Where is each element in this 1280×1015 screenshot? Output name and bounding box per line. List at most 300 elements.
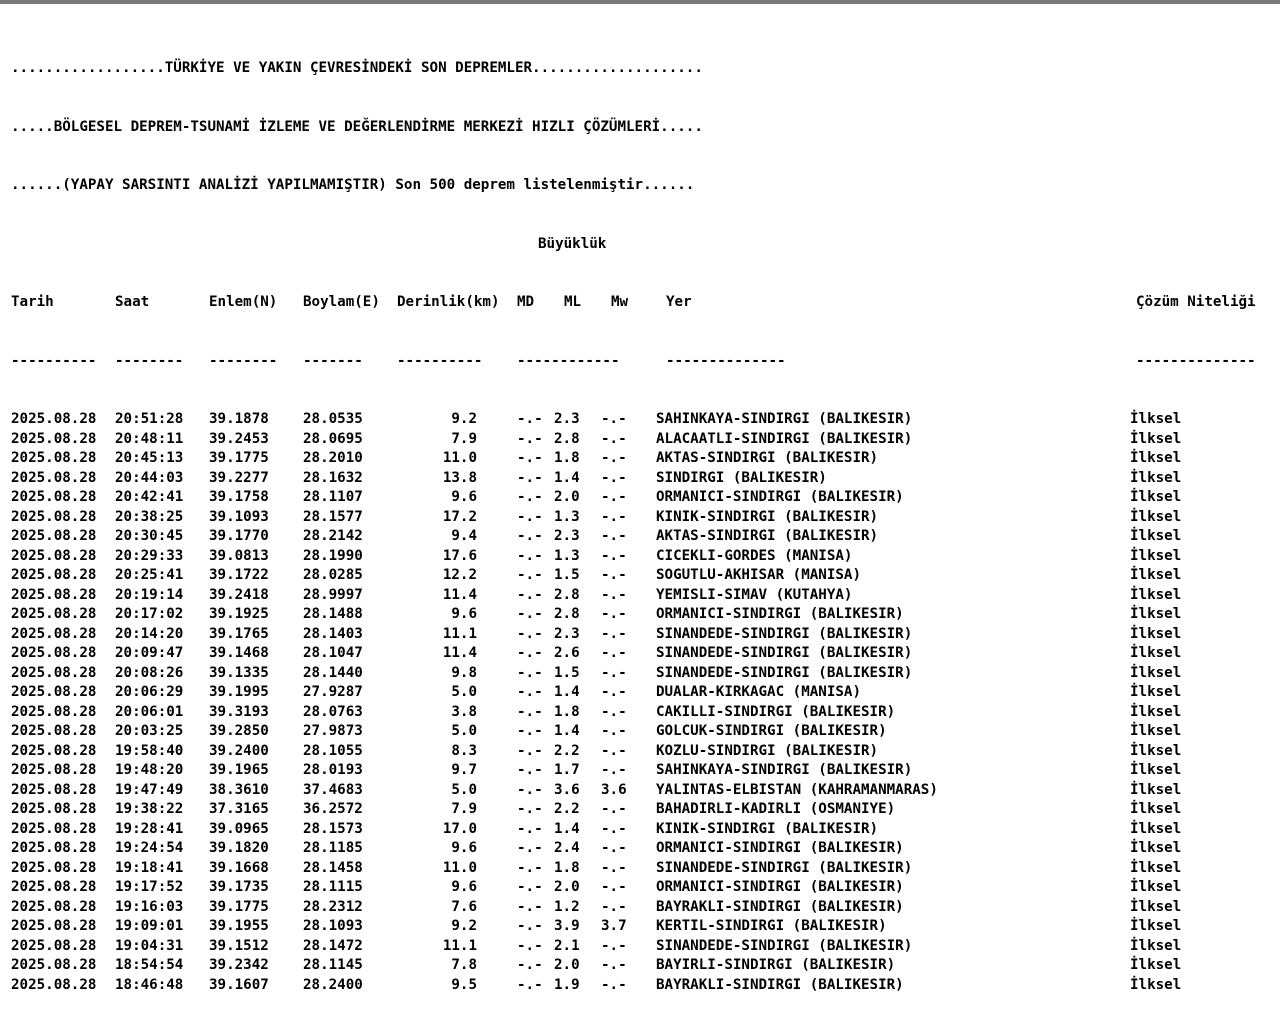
- cell-location: SINANDEDE-SINDIRGI (BALIKESIR): [656, 645, 913, 661]
- cell-mw: -.-: [601, 664, 627, 681]
- col-header-mw: Mw: [611, 294, 629, 310]
- cell-depth: 5.0: [451, 684, 477, 700]
- cell-depth: 11.0: [442, 859, 477, 876]
- cell-location: KOZLU-SINDIRGI (BALIKESIR): [656, 742, 879, 759]
- cell-lat: 39.1955: [209, 918, 269, 934]
- cell-date: 2025.08.28: [11, 976, 97, 993]
- cell-location: SOGUTLU-AKHISAR (MANISA): [656, 567, 861, 583]
- cell-lat: 39.1335: [209, 664, 269, 681]
- cell-lat: 39.1878: [209, 411, 269, 427]
- cell-time: 20:09:47: [115, 645, 184, 661]
- cell-depth: 9.6: [451, 489, 477, 505]
- cell-time: 20:03:25: [115, 723, 184, 739]
- cell-date: 2025.08.28: [11, 586, 97, 603]
- table-row: [11, 800, 1271, 820]
- cell-ml: 1.8: [554, 859, 580, 876]
- table-row: [11, 878, 1271, 898]
- separator-location: --------------: [666, 352, 786, 369]
- cell-md: -.-: [517, 742, 543, 759]
- cell-md: -.-: [517, 489, 543, 505]
- cell-quality: İlksel: [1130, 411, 1182, 427]
- cell-quality: İlksel: [1130, 898, 1182, 915]
- table-row: [11, 605, 1271, 625]
- separator-date: ----------: [11, 352, 97, 369]
- cell-depth: 7.9: [451, 801, 477, 817]
- cell-location: ALACAATLI-SINDIRGI (BALIKESIR): [656, 430, 913, 447]
- cell-ml: 1.4: [554, 684, 580, 700]
- cell-depth: 11.4: [442, 586, 477, 603]
- cell-quality: İlksel: [1130, 489, 1182, 505]
- cell-location: YEMISLI-SIMAV (KUTAHYA): [656, 586, 853, 603]
- cell-mw: -.-: [601, 625, 627, 642]
- cell-md: -.-: [517, 450, 543, 466]
- cell-time: 20:48:11: [115, 430, 184, 447]
- cell-lon: 36.2572: [303, 801, 363, 817]
- cell-md: -.-: [517, 820, 543, 837]
- cell-lon: 28.0193: [303, 762, 363, 778]
- table-row: [11, 664, 1271, 684]
- cell-lat: 39.0965: [209, 820, 269, 837]
- cell-depth: 12.2: [442, 567, 477, 583]
- table-row: [11, 917, 1271, 937]
- table-row: [11, 449, 1271, 469]
- separator-mag: ------------: [517, 352, 620, 369]
- column-header-row: [11, 293, 1271, 313]
- cell-lon: 28.1093: [303, 918, 363, 934]
- cell-ml: 2.8: [554, 606, 580, 622]
- col-header-depth: Derinlik(km): [397, 294, 500, 310]
- cell-mw: -.-: [601, 762, 627, 778]
- cell-ml: 2.3: [554, 625, 580, 642]
- cell-depth: 11.1: [442, 937, 477, 954]
- cell-time: 19:09:01: [115, 918, 184, 934]
- cell-mw: -.-: [601, 937, 627, 954]
- table-row: [11, 742, 1271, 762]
- cell-ml: 1.2: [554, 898, 580, 915]
- cell-location: SINANDEDE-SINDIRGI (BALIKESIR): [656, 664, 913, 681]
- cell-mw: -.-: [601, 489, 627, 505]
- cell-lon: 28.2142: [303, 528, 363, 544]
- cell-md: -.-: [517, 606, 543, 622]
- cell-location: ORMANICI-SINDIRGI (BALIKESIR): [656, 879, 904, 895]
- cell-lon: 28.1403: [303, 625, 363, 642]
- cell-time: 20:14:20: [115, 625, 184, 642]
- cell-date: 2025.08.28: [11, 957, 97, 973]
- cell-ml: 2.1: [554, 937, 580, 954]
- cell-lon: 28.1990: [303, 547, 363, 564]
- cell-date: 2025.08.28: [11, 547, 97, 564]
- cell-mw: -.-: [601, 411, 627, 427]
- cell-ml: 3.9: [554, 918, 580, 934]
- col-header-location: Yer: [666, 294, 692, 310]
- cell-location: YALINTAS-ELBISTAN (KAHRAMANMARAS): [656, 781, 938, 798]
- cell-lon: 28.2010: [303, 450, 363, 466]
- earthquake-listing: [11, 20, 1271, 1015]
- cell-lat: 39.2850: [209, 723, 269, 739]
- cell-lon: 28.0695: [303, 430, 363, 447]
- cell-time: 20:38:25: [115, 508, 184, 525]
- cell-lon: 28.1185: [303, 840, 363, 856]
- separator-time: --------: [115, 352, 184, 369]
- cell-lon: 28.1440: [303, 664, 363, 681]
- cell-date: 2025.08.28: [11, 567, 97, 583]
- cell-mw: -.-: [601, 723, 627, 739]
- cell-date: 2025.08.28: [11, 645, 97, 661]
- cell-time: 19:47:49: [115, 781, 184, 798]
- cell-ml: 2.2: [554, 742, 580, 759]
- cell-md: -.-: [517, 411, 543, 427]
- cell-ml: 1.3: [554, 508, 580, 525]
- cell-time: 19:18:41: [115, 859, 184, 876]
- cell-location: KINIK-SINDIRGI (BALIKESIR): [656, 508, 879, 525]
- cell-date: 2025.08.28: [11, 898, 97, 915]
- cell-quality: İlksel: [1130, 840, 1182, 856]
- cell-location: DUALAR-KIRKAGAC (MANISA): [656, 684, 861, 700]
- cell-md: -.-: [517, 469, 543, 486]
- cell-location: AKTAS-SINDIRGI (BALIKESIR): [656, 450, 879, 466]
- cell-depth: 17.6: [442, 547, 477, 564]
- table-row: [11, 839, 1271, 859]
- table-row: [11, 683, 1271, 703]
- cell-location: SAHINKAYA-SINDIRGI (BALIKESIR): [656, 762, 913, 778]
- table-row: [11, 859, 1271, 879]
- cell-depth: 9.6: [451, 879, 477, 895]
- cell-depth: 11.4: [442, 645, 477, 661]
- cell-md: -.-: [517, 645, 543, 661]
- cell-depth: 9.5: [451, 976, 477, 993]
- col-header-md: MD: [517, 294, 535, 310]
- col-header-time: Saat: [115, 294, 150, 310]
- cell-ml: 2.3: [554, 528, 580, 544]
- col-header-ml: ML: [564, 294, 582, 310]
- cell-lon: 28.0535: [303, 411, 363, 427]
- cell-location: KINIK-SINDIRGI (BALIKESIR): [656, 820, 879, 837]
- cell-ml: 1.8: [554, 703, 580, 720]
- cell-ml: 1.8: [554, 450, 580, 466]
- cell-md: -.-: [517, 879, 543, 895]
- cell-lat: 39.1758: [209, 489, 269, 505]
- cell-ml: 1.9: [554, 976, 580, 993]
- cell-mw: -.-: [601, 547, 627, 564]
- cell-mw: -.-: [601, 859, 627, 876]
- cell-mw: -.-: [601, 430, 627, 447]
- cell-quality: İlksel: [1130, 918, 1182, 934]
- cell-depth: 9.2: [451, 918, 477, 934]
- cell-lon: 27.9873: [303, 723, 363, 739]
- col-header-quality: Çözüm Niteliği: [1136, 294, 1256, 310]
- cell-date: 2025.08.28: [11, 528, 97, 544]
- cell-time: 19:16:03: [115, 898, 184, 915]
- cell-time: 18:54:54: [115, 957, 184, 973]
- table-row: [11, 625, 1271, 645]
- cell-depth: 17.2: [442, 508, 477, 525]
- cell-mw: -.-: [601, 645, 627, 661]
- cell-mw: -.-: [601, 957, 627, 973]
- cell-time: 20:25:41: [115, 567, 184, 583]
- cell-lat: 39.1775: [209, 898, 269, 915]
- table-row: [11, 820, 1271, 840]
- cell-location: ORMANICI-SINDIRGI (BALIKESIR): [656, 840, 904, 856]
- cell-time: 20:30:45: [115, 528, 184, 544]
- cell-location: BAYRAKLI-SINDIRGI (BALIKESIR): [656, 898, 904, 915]
- cell-time: 19:58:40: [115, 742, 184, 759]
- cell-quality: İlksel: [1130, 723, 1182, 739]
- cell-lon: 28.1107: [303, 489, 363, 505]
- cell-ml: 1.3: [554, 547, 580, 564]
- cell-location: SAHINKAYA-SINDIRGI (BALIKESIR): [656, 411, 913, 427]
- table-row: [11, 547, 1271, 567]
- cell-location: AKTAS-SINDIRGI (BALIKESIR): [656, 528, 879, 544]
- cell-quality: İlksel: [1130, 820, 1182, 837]
- cell-date: 2025.08.28: [11, 450, 97, 466]
- cell-date: 2025.08.28: [11, 703, 97, 720]
- table-row: [11, 703, 1271, 723]
- table-row: [11, 976, 1271, 996]
- cell-lon: 28.1145: [303, 957, 363, 973]
- cell-lon: 28.2400: [303, 976, 363, 993]
- table-row: [11, 956, 1271, 976]
- cell-md: -.-: [517, 762, 543, 778]
- cell-md: -.-: [517, 957, 543, 973]
- cell-quality: İlksel: [1130, 450, 1182, 466]
- cell-md: -.-: [517, 840, 543, 856]
- cell-date: 2025.08.28: [11, 762, 97, 778]
- cell-date: 2025.08.28: [11, 664, 97, 681]
- cell-lat: 37.3165: [209, 801, 269, 817]
- cell-time: 19:24:54: [115, 840, 184, 856]
- cell-date: 2025.08.28: [11, 742, 97, 759]
- cell-ml: 2.4: [554, 840, 580, 856]
- cell-location: ORMANICI-SINDIRGI (BALIKESIR): [656, 606, 904, 622]
- cell-depth: 9.8: [451, 664, 477, 681]
- table-row: [11, 722, 1271, 742]
- cell-ml: 1.5: [554, 567, 580, 583]
- cell-quality: İlksel: [1130, 508, 1182, 525]
- separator-lon: -------: [303, 352, 363, 369]
- cell-depth: 9.7: [451, 762, 477, 778]
- cell-quality: İlksel: [1130, 430, 1182, 447]
- cell-lat: 39.1093: [209, 508, 269, 525]
- cell-time: 20:06:01: [115, 703, 184, 720]
- cell-date: 2025.08.28: [11, 606, 97, 622]
- col-header-lat: Enlem(N): [209, 294, 278, 310]
- cell-md: -.-: [517, 567, 543, 583]
- cell-mw: -.-: [601, 898, 627, 915]
- col-header-date: Tarih: [11, 294, 54, 310]
- cell-lat: 39.1722: [209, 567, 269, 583]
- cell-date: 2025.08.28: [11, 723, 97, 739]
- cell-quality: İlksel: [1130, 586, 1182, 603]
- cell-lat: 39.1512: [209, 937, 269, 954]
- cell-quality: İlksel: [1130, 762, 1182, 778]
- cell-time: 20:29:33: [115, 547, 184, 564]
- cell-lat: 39.2453: [209, 430, 269, 447]
- cell-lat: 39.1765: [209, 625, 269, 642]
- cell-lat: 39.1668: [209, 859, 269, 876]
- cell-lon: 28.1458: [303, 859, 363, 876]
- cell-location: BAYRAKLI-SINDIRGI (BALIKESIR): [656, 976, 904, 993]
- cell-mw: -.-: [601, 742, 627, 759]
- cell-depth: 5.0: [451, 781, 477, 798]
- cell-location: CICEKLI-GORDES (MANISA): [656, 547, 853, 564]
- cell-lat: 39.2400: [209, 742, 269, 759]
- table-row: [11, 586, 1271, 606]
- cell-lat: 39.1735: [209, 879, 269, 895]
- cell-ml: 2.8: [554, 430, 580, 447]
- cell-quality: İlksel: [1130, 606, 1182, 622]
- cell-ml: 2.0: [554, 879, 580, 895]
- cell-ml: 1.7: [554, 762, 580, 778]
- cell-date: 2025.08.28: [11, 489, 97, 505]
- cell-mw: -.-: [601, 528, 627, 544]
- cell-lon: 28.1472: [303, 937, 363, 954]
- cell-lat: 39.1820: [209, 840, 269, 856]
- cell-time: 20:19:14: [115, 586, 184, 603]
- table-row: [11, 781, 1271, 801]
- cell-mw: -.-: [601, 879, 627, 895]
- separator-row: [11, 352, 1271, 372]
- cell-quality: İlksel: [1130, 937, 1182, 954]
- cell-date: 2025.08.28: [11, 937, 97, 954]
- cell-lon: 28.9997: [303, 586, 363, 603]
- separator-depth: ----------: [397, 352, 483, 369]
- cell-depth: 13.8: [442, 469, 477, 486]
- cell-md: -.-: [517, 625, 543, 642]
- cell-ml: 1.4: [554, 469, 580, 486]
- table-row: [11, 937, 1271, 957]
- table-row: [11, 508, 1271, 528]
- cell-date: 2025.08.28: [11, 508, 97, 525]
- cell-quality: İlksel: [1130, 703, 1182, 720]
- cell-mw: -.-: [601, 450, 627, 466]
- separator-lat: --------: [209, 352, 278, 369]
- cell-mw: 3.7: [601, 918, 627, 934]
- cell-quality: İlksel: [1130, 547, 1182, 564]
- cell-mw: -.-: [601, 606, 627, 622]
- cell-mw: -.-: [601, 567, 627, 583]
- table-row: [11, 761, 1271, 781]
- cell-depth: 9.4: [451, 528, 477, 544]
- cell-time: 19:38:22: [115, 801, 184, 817]
- cell-lat: 39.0813: [209, 547, 269, 564]
- cell-quality: İlksel: [1130, 625, 1182, 642]
- cell-md: -.-: [517, 684, 543, 700]
- cell-md: -.-: [517, 430, 543, 447]
- cell-location: SINANDEDE-SINDIRGI (BALIKESIR): [656, 859, 913, 876]
- cell-lon: 28.1573: [303, 820, 363, 837]
- cell-lat: 39.1995: [209, 684, 269, 700]
- cell-lat: 39.1468: [209, 645, 269, 661]
- cell-time: 19:28:41: [115, 820, 184, 837]
- cell-location: BAYIRLI-SINDIRGI (BALIKESIR): [656, 957, 896, 973]
- cell-lat: 39.1775: [209, 450, 269, 466]
- cell-md: -.-: [517, 918, 543, 934]
- cell-lon: 28.1115: [303, 879, 363, 895]
- cell-date: 2025.08.28: [11, 801, 97, 817]
- cell-md: -.-: [517, 703, 543, 720]
- cell-md: -.-: [517, 859, 543, 876]
- cell-time: 19:04:31: [115, 937, 184, 954]
- cell-quality: İlksel: [1130, 742, 1182, 759]
- cell-date: 2025.08.28: [11, 879, 97, 895]
- cell-time: 20:08:26: [115, 664, 184, 681]
- cell-depth: 5.0: [451, 723, 477, 739]
- table-row: [11, 898, 1271, 918]
- cell-mw: -.-: [601, 684, 627, 700]
- cell-depth: 3.8: [451, 703, 477, 720]
- cell-lon: 27.9287: [303, 684, 363, 700]
- cell-lat: 39.3193: [209, 703, 269, 720]
- cell-md: -.-: [517, 508, 543, 525]
- cell-lat: 38.3610: [209, 781, 269, 798]
- cell-quality: İlksel: [1130, 664, 1182, 681]
- page-subtitle: .....BÖLGESEL DEPREM-TSUNAMİ İZLEME VE DEĞERLENDİRME MERKEZİ HIZLI ÇÖZÜMLERİ.....: [11, 118, 703, 135]
- cell-lon: 28.0285: [303, 567, 363, 583]
- table-row: [11, 430, 1271, 450]
- separator-quality: --------------: [1136, 352, 1256, 369]
- cell-location: KERTIL-SINDIRGI (BALIKESIR): [656, 918, 887, 934]
- cell-quality: İlksel: [1130, 957, 1182, 973]
- cell-lon: 28.1577: [303, 508, 363, 525]
- cell-time: 20:06:29: [115, 684, 184, 700]
- cell-date: 2025.08.28: [11, 411, 97, 427]
- cell-quality: İlksel: [1130, 781, 1182, 798]
- cell-md: -.-: [517, 976, 543, 993]
- cell-location: BAHADIRLI-KADIRLI (OSMANIYE): [656, 801, 896, 817]
- cell-quality: İlksel: [1130, 469, 1182, 486]
- cell-date: 2025.08.28: [11, 625, 97, 642]
- cell-time: 20:45:13: [115, 450, 184, 466]
- cell-md: -.-: [517, 723, 543, 739]
- table-row: [11, 566, 1271, 586]
- cell-depth: 11.1: [442, 625, 477, 642]
- cell-location: GOLCUK-SINDIRGI (BALIKESIR): [656, 723, 887, 739]
- cell-quality: İlksel: [1130, 879, 1182, 895]
- page-title: ..................TÜRKİYE VE YAKIN ÇEVRESİNDEKİ SON DEPREMLER....................: [11, 60, 703, 76]
- cell-ml: 1.5: [554, 664, 580, 681]
- cell-lat: 39.2418: [209, 586, 269, 603]
- cell-lon: 28.1047: [303, 645, 363, 661]
- table-row: [11, 644, 1271, 664]
- cell-md: -.-: [517, 547, 543, 564]
- cell-depth: 17.0: [442, 820, 477, 837]
- cell-lon: 28.1055: [303, 742, 363, 759]
- cell-depth: 7.8: [451, 957, 477, 973]
- cell-quality: İlksel: [1130, 645, 1182, 661]
- cell-quality: İlksel: [1130, 859, 1182, 876]
- cell-md: -.-: [517, 781, 543, 798]
- table-row: [11, 488, 1271, 508]
- cell-ml: 1.4: [554, 723, 580, 739]
- top-border: [0, 0, 1280, 4]
- cell-depth: 8.3: [451, 742, 477, 759]
- cell-md: -.-: [517, 937, 543, 954]
- cell-depth: 9.6: [451, 606, 477, 622]
- cell-md: -.-: [517, 898, 543, 915]
- cell-location: CAKILLI-SINDIRGI (BALIKESIR): [656, 703, 896, 720]
- cell-mw: -.-: [601, 820, 627, 837]
- cell-mw: -.-: [601, 703, 627, 720]
- cell-mw: -.-: [601, 508, 627, 525]
- cell-mw: -.-: [601, 469, 627, 486]
- cell-lat: 39.2342: [209, 957, 269, 973]
- cell-date: 2025.08.28: [11, 840, 97, 856]
- cell-ml: 2.6: [554, 645, 580, 661]
- cell-time: 19:48:20: [115, 762, 184, 778]
- cell-lat: 39.1925: [209, 606, 269, 622]
- cell-quality: İlksel: [1130, 976, 1182, 993]
- cell-md: -.-: [517, 528, 543, 544]
